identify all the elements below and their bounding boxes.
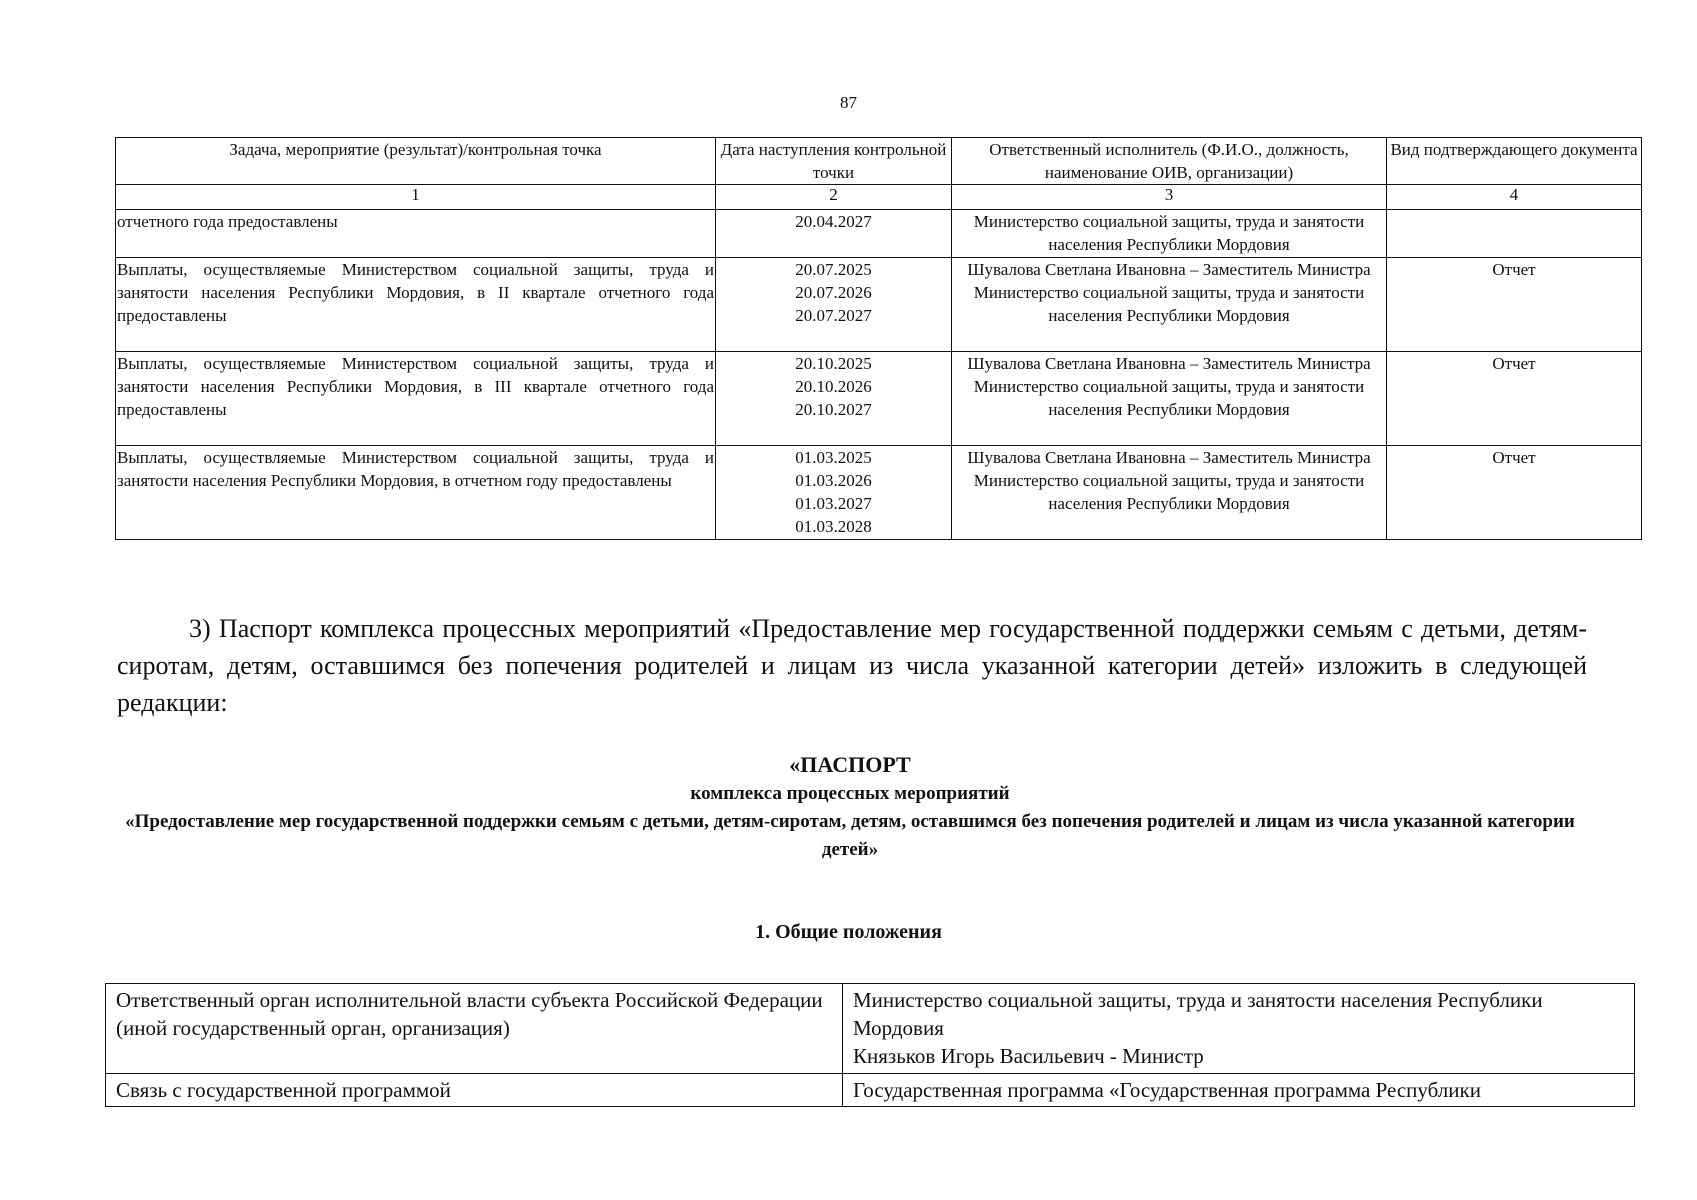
task-cell: Выплаты, осуществляемые Министерством социальной защиты, труда и занятости населения Республики Мордовия, в отчетном году предоставлены	[116, 446, 716, 540]
passport-name: «Предоставление мер государственной поддержки семьям с детьми, детям-сиротам, детям, оставшимся без попечения родителей и лицам из числа указанной категории детей»	[125, 811, 1575, 860]
date-value: 20.10.2027	[795, 400, 872, 419]
column-number: 1	[116, 185, 716, 210]
executor-person: Шувалова Светлана Ивановна – Заместитель Министра	[967, 260, 1371, 279]
header-date: Дата наступления контрольной точки	[716, 138, 952, 185]
control-points-table	[115, 137, 1642, 540]
executor-cell	[952, 446, 1387, 540]
table-row	[116, 258, 1642, 352]
date-cell	[716, 446, 952, 540]
column-number: 2	[716, 185, 952, 210]
value-person: Князьков Игорь Васильевич - Министр	[853, 1044, 1204, 1068]
header-executor: Ответственный исполнитель (Ф.И.О., должность, наименование ОИВ, организации)	[952, 138, 1387, 185]
executor-org: Министерство социальной защиты, труда и занятости населения Республики Мордовия	[973, 283, 1365, 325]
date-cell	[716, 352, 952, 446]
date-value: 20.07.2025	[795, 260, 872, 279]
date-value: 20.07.2026	[795, 283, 872, 302]
value-cell	[843, 1074, 1635, 1107]
executor-cell	[952, 352, 1387, 446]
passport-title: «ПАСПОРТ	[789, 752, 911, 777]
amendment-paragraph: 3) Паспорт комплекса процессных мероприятий «Предоставление мер государственной поддержки семьям с детьми, детям-сиротам, детям, оставшимся без попечения родителей и лицам из числа указанной категории детей» изложить в следующей редакции:	[117, 614, 1587, 717]
header-task: Задача, мероприятие (результат)/контрольная точка	[116, 138, 716, 185]
table-row	[116, 352, 1642, 446]
executor-org: Министерство социальной защиты, труда и занятости населения Республики Мордовия	[973, 471, 1365, 513]
date-cell	[716, 258, 952, 352]
date-value: 01.03.2025	[795, 448, 872, 467]
task-cell: Выплаты, осуществляемые Министерством социальной защиты, труда и занятости населения Республики Мордовия, в III квартале отчетного года предоставлены	[116, 352, 716, 446]
date-cell	[716, 210, 952, 258]
section-title: 1. Общие положения	[755, 921, 942, 943]
task-cell: Выплаты, осуществляемые Министерством социальной защиты, труда и занятости населения Республики Мордовия, в II квартале отчетного года предоставлены	[116, 258, 716, 352]
page-number: 87	[840, 93, 857, 112]
executor-org: Министерство социальной защиты, труда и занятости населения Республики Мордовия	[973, 212, 1365, 254]
document-cell: Отчет	[1387, 446, 1642, 540]
date-value: 20.04.2027	[795, 212, 872, 231]
date-value: 20.10.2025	[795, 354, 872, 373]
date-value: 20.10.2026	[795, 377, 872, 396]
date-value: 01.03.2026	[795, 471, 872, 490]
header-document: Вид подтверждающего документа	[1387, 138, 1642, 185]
executor-person: Шувалова Светлана Ивановна – Заместитель Министра	[967, 354, 1371, 373]
table-row	[106, 1074, 1635, 1107]
date-value: 20.07.2027	[795, 306, 872, 325]
date-value: 01.03.2027	[795, 494, 872, 513]
value-cell	[843, 984, 1635, 1074]
executor-org: Министерство социальной защиты, труда и занятости населения Республики Мордовия	[973, 377, 1365, 419]
table-row	[116, 446, 1642, 540]
date-value: 01.03.2028	[795, 517, 872, 536]
table-row	[106, 984, 1635, 1074]
column-number: 3	[952, 185, 1387, 210]
column-numbers-row	[116, 185, 1642, 210]
label-cell: Ответственный орган исполнительной власти субъекта Российской Федерации (иной государственный орган, организация)	[106, 984, 843, 1074]
executor-person: Шувалова Светлана Ивановна – Заместитель Министра	[967, 448, 1371, 467]
task-cell: отчетного года предоставлены	[116, 210, 716, 258]
table-row	[116, 210, 1642, 258]
document-cell: Отчет	[1387, 352, 1642, 446]
label-cell: Связь с государственной программой	[106, 1074, 843, 1107]
table-header-row	[116, 138, 1642, 185]
document-cell	[1387, 210, 1642, 258]
value-program: Государственная программа «Государственная программа Республики	[853, 1078, 1481, 1102]
executor-cell	[952, 258, 1387, 352]
document-cell: Отчет	[1387, 258, 1642, 352]
passport-heading	[110, 750, 1590, 864]
general-provisions-table	[105, 983, 1635, 1107]
value-org: Министерство социальной защиты, труда и занятости населения Республики Мордовия	[853, 988, 1543, 1040]
column-number: 4	[1387, 185, 1642, 210]
passport-subtitle: комплекса процессных мероприятий	[690, 783, 1010, 804]
executor-cell	[952, 210, 1387, 258]
